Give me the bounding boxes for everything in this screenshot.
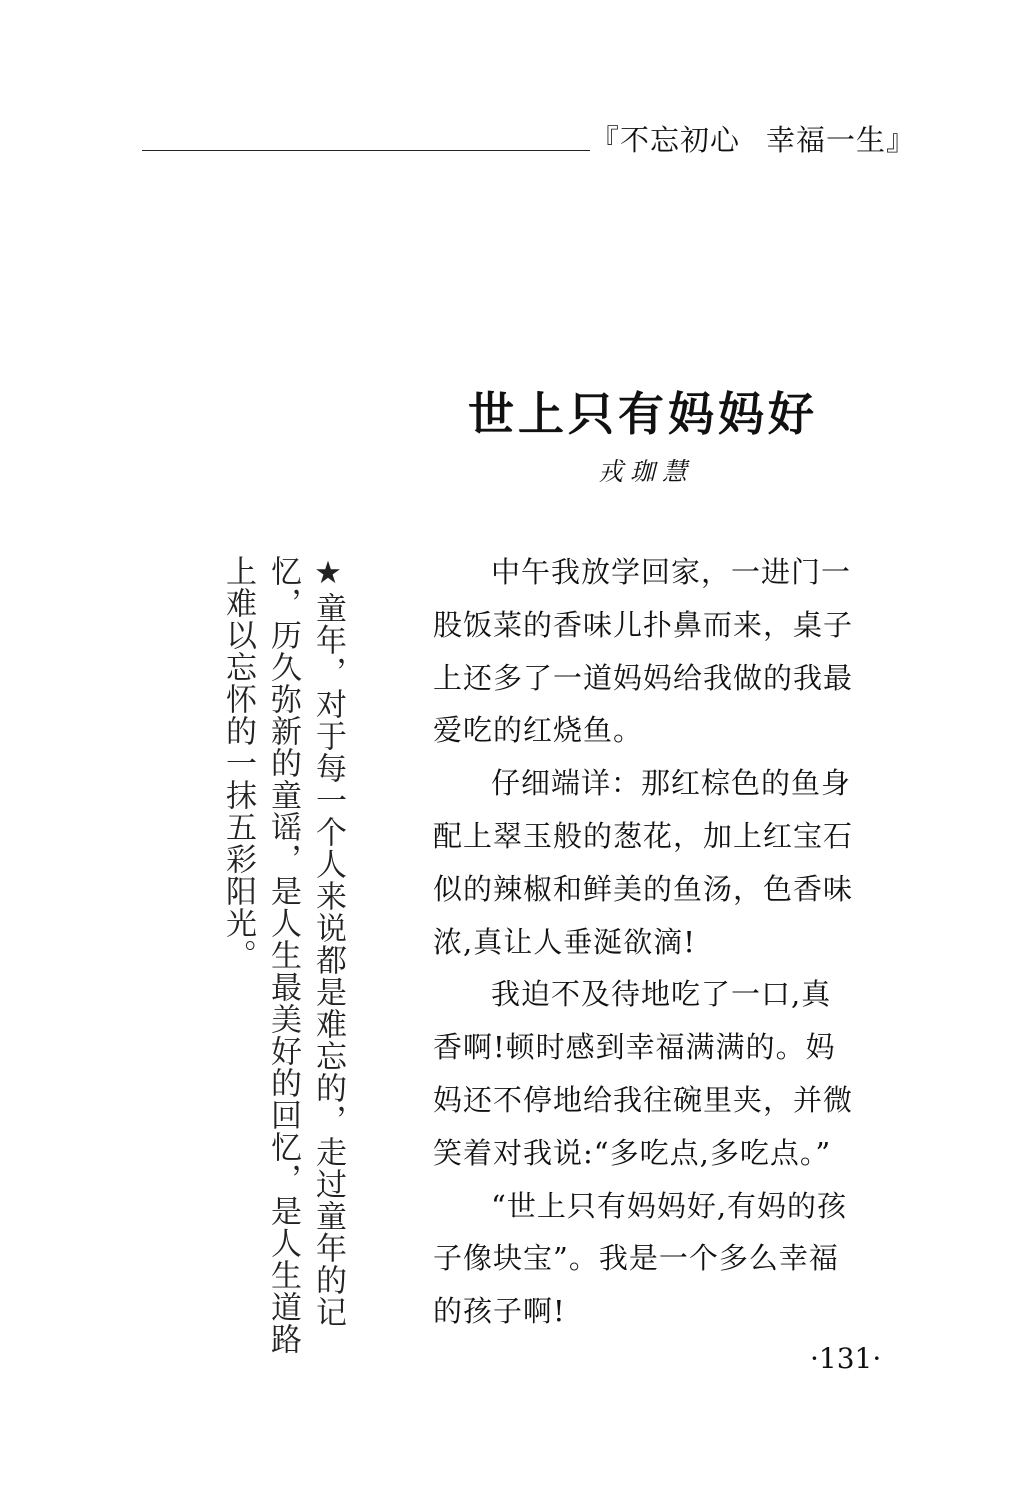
page-number: ·131· xyxy=(810,1342,882,1375)
article-title: 世上只有妈妈好 xyxy=(468,387,818,441)
header-rule xyxy=(142,150,590,151)
article-paragraph: 我迫不及待地吃了一口,真香啊!顿时感到幸福满满的。妈妈还不停地给我往碗里夹，并微笑着对我说:“多吃点,多吃点。” xyxy=(433,977,854,1170)
article-paragraph: 仔细端详：那红棕色的鱼身配上翠玉般的葱花，加上红宝石似的辣椒和鲜美的鱼汤，色香味浓,真让人垂涎欲滴! xyxy=(433,766,854,959)
sidebar-note xyxy=(200,495,350,1355)
running-head-part-2: 幸福一生』 xyxy=(766,123,917,157)
article-author: 戎珈慧 xyxy=(598,457,695,486)
article-body xyxy=(433,546,853,1338)
sidebar-note-text: ★童年，对于每一个人来说都是难忘的，走过童年的记忆，历久弥新的童谣，是人生最美好的回忆，是人生道路上难以忘怀的一抹五彩阳光。 xyxy=(220,555,346,1355)
running-head-part-1: 『不忘初心 xyxy=(590,123,741,157)
article-paragraph: 中午我放学回家，一进门一股饭菜的香味儿扑鼻而来，桌子上还多了一道妈妈给我做的我最爱吃的红烧鱼。 xyxy=(433,555,854,748)
article-paragraph: “世上只有妈妈好,有妈的孩子像块宝”。我是一个多么幸福的孩子啊! xyxy=(433,1188,848,1329)
running-head xyxy=(590,118,916,159)
